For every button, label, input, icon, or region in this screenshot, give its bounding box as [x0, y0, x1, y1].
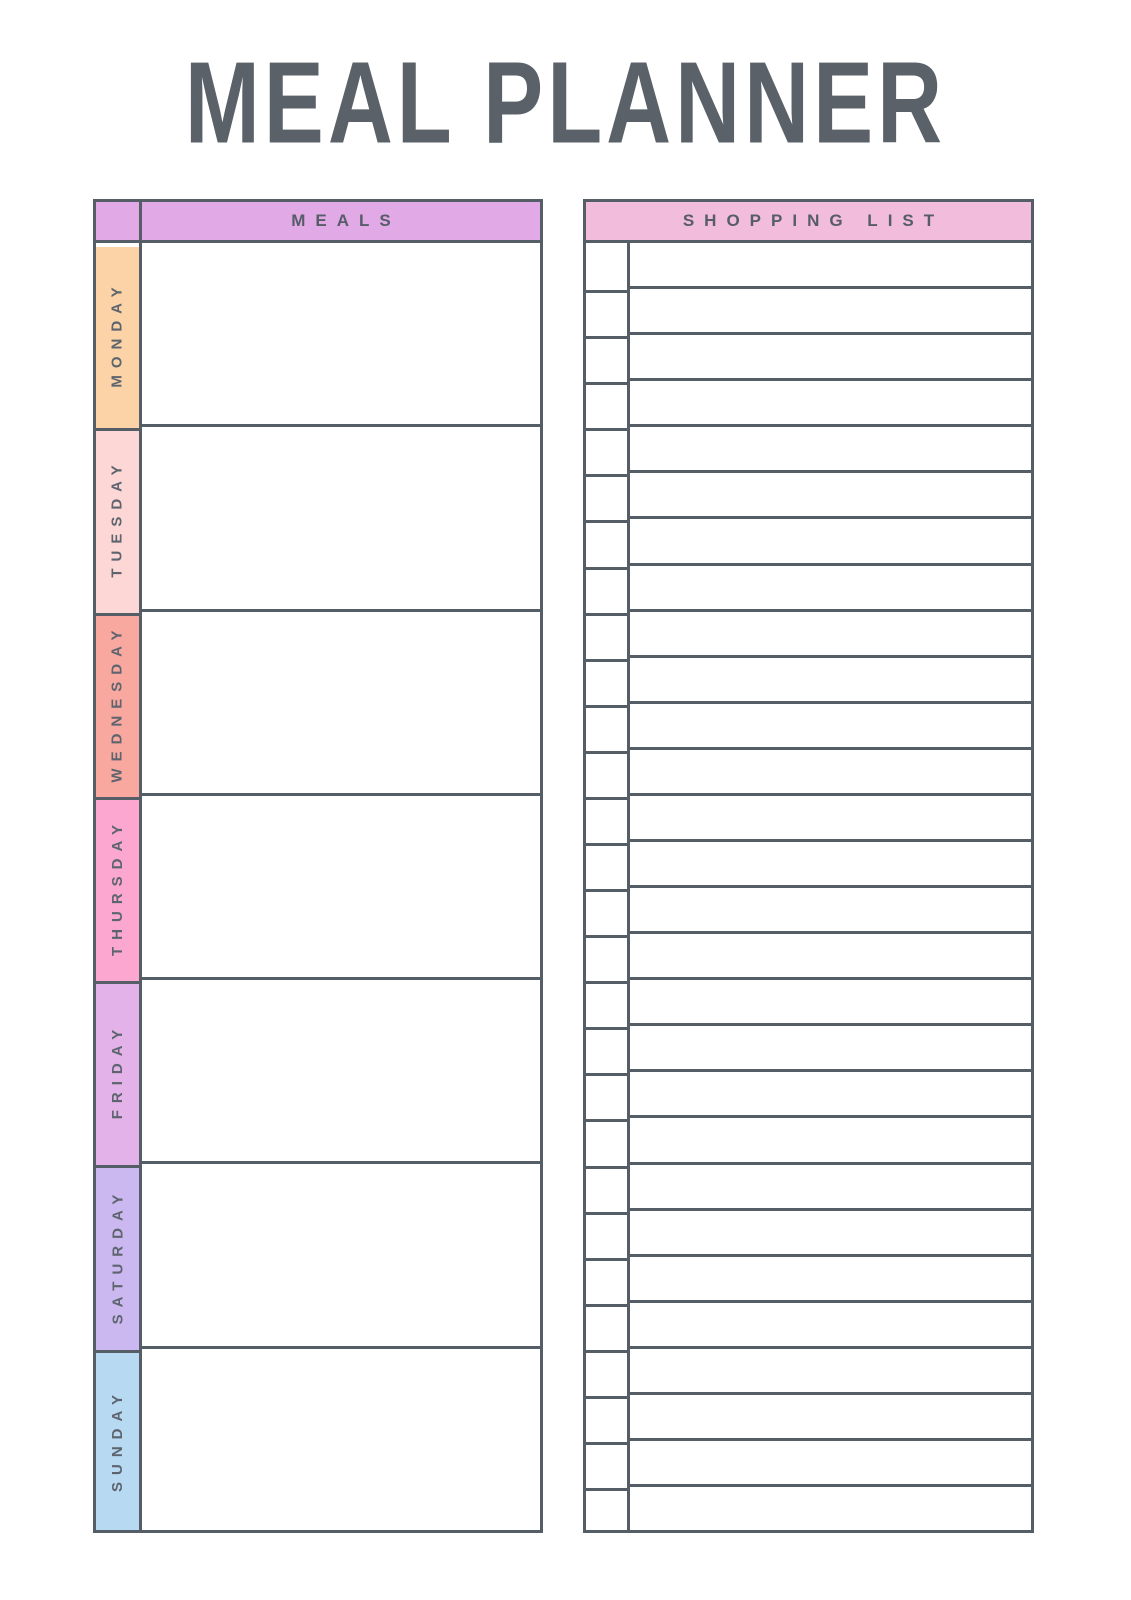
- shopping-checkbox-cell[interactable]: [586, 1122, 627, 1168]
- shopping-checkbox-cell[interactable]: [586, 1030, 627, 1076]
- shopping-checkbox-cell[interactable]: [586, 708, 627, 754]
- shopping-checkbox-cell[interactable]: [586, 800, 627, 846]
- shopping-item-cell[interactable]: [630, 289, 1031, 335]
- day-label-saturday: SATURDAY: [109, 1187, 127, 1324]
- shopping-item-cell[interactable]: [630, 1441, 1031, 1487]
- shopping-checkbox-cell[interactable]: [586, 1261, 627, 1307]
- day-cell-tuesday: [96, 431, 139, 615]
- shopping-checkbox-cell[interactable]: [586, 1307, 627, 1353]
- shopping-list-header: [586, 202, 1031, 243]
- shopping-item-cell[interactable]: [630, 658, 1031, 704]
- day-cell-friday: [96, 984, 139, 1168]
- day-label-monday: MONDAY: [109, 280, 127, 388]
- shopping-item-cell[interactable]: [630, 1395, 1031, 1441]
- shopping-checkbox-cell[interactable]: [586, 616, 627, 662]
- shopping-item-cell[interactable]: [630, 796, 1031, 842]
- meals-header-label: MEALS: [291, 211, 401, 230]
- day-cell-sunday: [96, 1353, 139, 1530]
- shopping-checkbox-cell[interactable]: [586, 846, 627, 892]
- day-label-sunday: SUNDAY: [109, 1387, 126, 1492]
- shopping-checkbox-cell[interactable]: [586, 247, 627, 293]
- shopping-checkbox-cell[interactable]: [586, 938, 627, 984]
- shopping-checkbox-cell[interactable]: [586, 570, 627, 616]
- shopping-item-cell[interactable]: [630, 381, 1031, 427]
- meal-entry-cell-friday[interactable]: [142, 980, 540, 1164]
- shopping-checkbox-cell[interactable]: [586, 1169, 627, 1215]
- shopping-item-cell[interactable]: [630, 612, 1031, 658]
- shopping-checkbox-cell[interactable]: [586, 754, 627, 800]
- shopping-checkbox-cell[interactable]: [586, 662, 627, 708]
- shopping-item-cell[interactable]: [630, 1487, 1031, 1530]
- day-label-tuesday: TUESDAY: [109, 458, 126, 579]
- shopping-item-cell[interactable]: [630, 980, 1031, 1026]
- shopping-item-cell[interactable]: [630, 1026, 1031, 1072]
- shopping-item-cell[interactable]: [630, 1303, 1031, 1349]
- shopping-item-cell[interactable]: [630, 888, 1031, 934]
- shopping-item-cell[interactable]: [630, 335, 1031, 381]
- shopping-checkbox-cell[interactable]: [586, 431, 627, 477]
- shopping-list-header-label: SHOPPING LIST: [682, 211, 945, 230]
- day-cell-monday: [96, 247, 139, 431]
- shopping-item-cell[interactable]: [630, 842, 1031, 888]
- day-label-friday: FRIDAY: [109, 1023, 126, 1120]
- shopping-item-cell[interactable]: [630, 1257, 1031, 1303]
- shopping-item-cell[interactable]: [630, 934, 1031, 980]
- shopping-checkbox-cell[interactable]: [586, 1215, 627, 1261]
- shopping-checkbox-cell[interactable]: [586, 984, 627, 1030]
- shopping-item-cell[interactable]: [630, 1072, 1031, 1118]
- shopping-checkbox-cell[interactable]: [586, 1445, 627, 1491]
- page-title-text: MEAL PLANNER: [184, 38, 947, 168]
- day-label-column: [96, 243, 142, 1530]
- meal-entry-cell-thursday[interactable]: [142, 796, 540, 980]
- shopping-item-cell[interactable]: [630, 566, 1031, 612]
- checkbox-column: [586, 243, 630, 1530]
- shopping-item-cell[interactable]: [630, 473, 1031, 519]
- checkbox-column-cells: [586, 247, 627, 1530]
- meal-entry-cell-monday[interactable]: [142, 243, 540, 427]
- shopping-checkbox-cell[interactable]: [586, 339, 627, 385]
- meal-entry-cell-saturday[interactable]: [142, 1164, 540, 1348]
- shopping-checkbox-cell[interactable]: [586, 477, 627, 523]
- meal-entry-cell-tuesday[interactable]: [142, 427, 540, 611]
- shopping-checkbox-cell[interactable]: [586, 293, 627, 339]
- shopping-item-cell[interactable]: [630, 243, 1031, 289]
- shopping-item-rows: [630, 243, 1031, 1530]
- shopping-list-table: [583, 199, 1034, 1533]
- meal-entry-cell-wednesday[interactable]: [142, 612, 540, 796]
- meals-header-corner-cell: [96, 202, 142, 240]
- shopping-checkbox-cell[interactable]: [586, 523, 627, 569]
- day-column-cells: [96, 247, 139, 1530]
- shopping-checkbox-cell[interactable]: [586, 1076, 627, 1122]
- meals-table: [93, 199, 543, 1533]
- shopping-checkbox-cell[interactable]: [586, 1399, 627, 1445]
- shopping-item-cell[interactable]: [630, 750, 1031, 796]
- meal-entry-cell-sunday[interactable]: [142, 1349, 540, 1530]
- page-title: [0, 9, 1131, 199]
- meals-table-header: [96, 202, 540, 243]
- day-cell-saturday: [96, 1168, 139, 1352]
- shopping-item-cell[interactable]: [630, 1349, 1031, 1395]
- day-label-wednesday: WEDNESDAY: [109, 623, 127, 783]
- shopping-checkbox-cell[interactable]: [586, 385, 627, 431]
- shopping-item-cell[interactable]: [630, 704, 1031, 750]
- shopping-item-cell[interactable]: [630, 1118, 1031, 1164]
- shopping-item-cell[interactable]: [630, 1211, 1031, 1257]
- shopping-item-cell[interactable]: [630, 1165, 1031, 1211]
- meal-rows: [142, 243, 540, 1530]
- shopping-checkbox-cell[interactable]: [586, 1491, 627, 1530]
- day-label-thursday: THURSDAY: [109, 818, 126, 956]
- day-cell-thursday: [96, 800, 139, 984]
- shopping-item-cell[interactable]: [630, 427, 1031, 473]
- day-cell-wednesday: [96, 616, 139, 800]
- shopping-item-cell[interactable]: [630, 519, 1031, 565]
- shopping-checkbox-cell[interactable]: [586, 892, 627, 938]
- shopping-list-body: [586, 243, 1031, 1530]
- meals-table-body: [96, 243, 540, 1530]
- shopping-checkbox-cell[interactable]: [586, 1353, 627, 1399]
